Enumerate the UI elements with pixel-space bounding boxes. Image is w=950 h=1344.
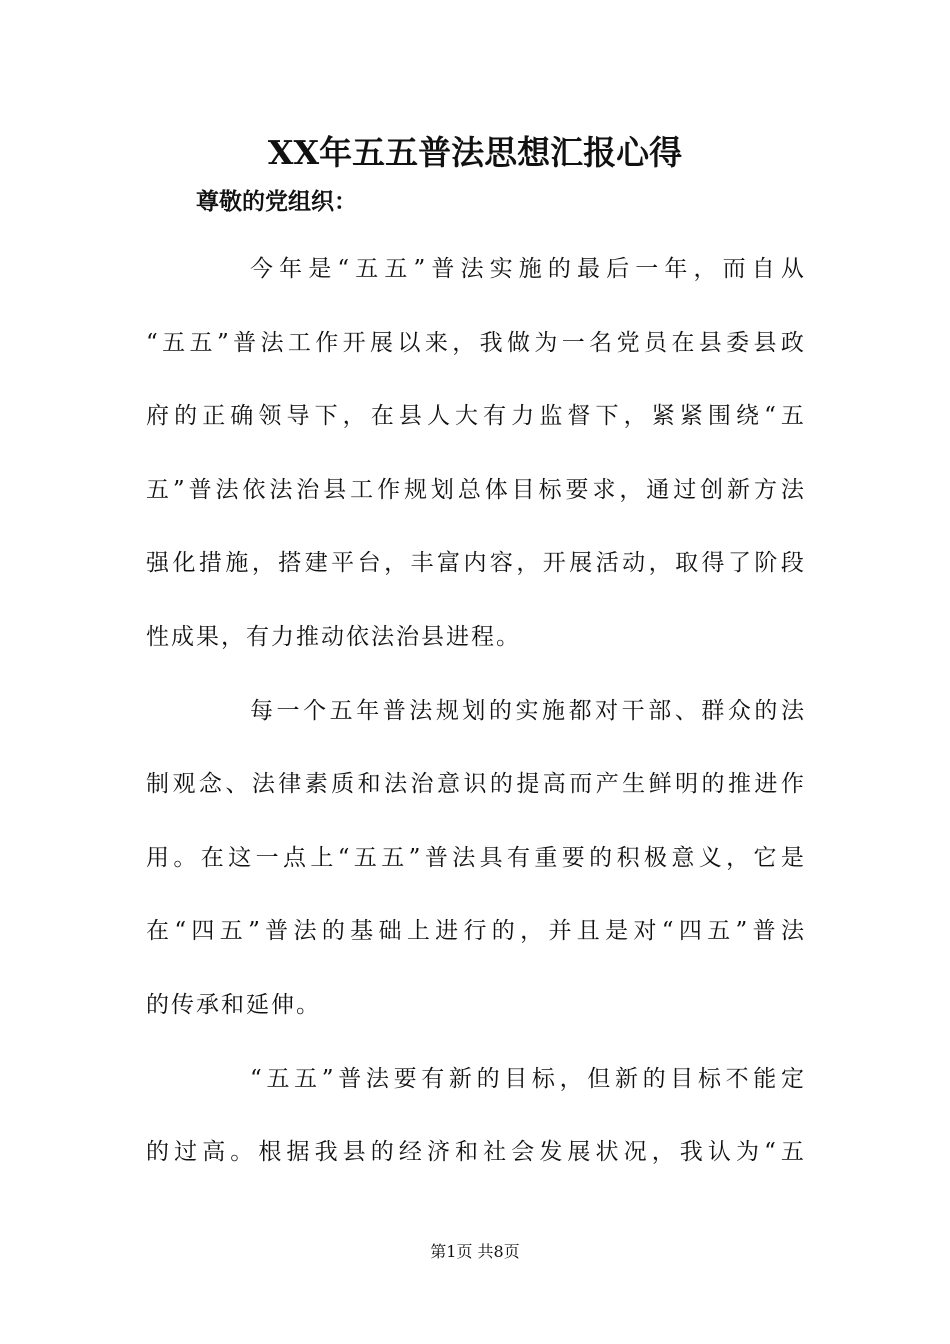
text-line: 性成果，有力推动依法治县进程。 bbox=[146, 623, 521, 650]
text-line: 的传承和延伸。 bbox=[146, 991, 321, 1018]
text-line: 用 。 在 这 一 点 上 “ 五 五 ” 普 法 具 有 重 要 的 积 极 意 义 ， 它 是 bbox=[146, 844, 804, 871]
document-body bbox=[146, 244, 804, 1201]
page-number-footer: 第1页 共8页 bbox=[430, 1242, 520, 1261]
salutation: 尊敬的党组织： bbox=[196, 188, 357, 215]
text-line: 五 ” 普 法 依 法 治 县 工 作 规 划 总 体 目 标 要 求 ， 通 过 创 新 方 法 bbox=[146, 476, 804, 503]
paragraph-1 bbox=[146, 244, 804, 686]
text-line: 每 一 个 五 年 普 法 规 划 的 实 施 都 对 干 部 、 群 众 的 法 bbox=[250, 697, 804, 724]
text-line: 在 “ 四 五 ” 普 法 的 基 础 上 进 行 的 ， 并 且 是 对 “ 四 五 ” 普 法 bbox=[146, 918, 804, 945]
text-line: “ 五 五 ” 普 法 要 有 新 的 目 标 ， 但 新 的 目 标 不 能 定 bbox=[250, 1065, 804, 1092]
text-line: 强 化 措 施 ， 搭 建 平 台 ， 丰 富 内 容 ， 开 展 活 动 ， 取 得 了 阶 段 bbox=[146, 550, 804, 577]
paragraph-3 bbox=[146, 1054, 804, 1201]
text-line: 府 的 正 确 领 导 下 ， 在 县 人 大 有 力 监 督 下 ， 紧 紧 围 绕 “ 五 bbox=[146, 403, 804, 430]
document-title: XX年五五普法思想汇报心得 bbox=[267, 133, 683, 172]
text-line: 今 年 是 “ 五 五 ” 普 法 实 施 的 最 后 一 年 ， 而 自 从 bbox=[250, 256, 804, 282]
text-line: 的 过 高 。 根 据 我 县 的 经 济 和 社 会 发 展 状 况 ， 我 认 为 “ 五 bbox=[146, 1139, 804, 1166]
text-line: 制 观 念 、 法 律 素 质 和 法 治 意 识 的 提 高 而 产 生 鲜 明 的 推 进 作 bbox=[146, 771, 804, 798]
paragraph-2 bbox=[146, 686, 804, 1054]
text-line: “ 五 五 ” 普 法 工 作 开 展 以 来 ， 我 做 为 一 名 党 员 在 县 委 县 政 bbox=[146, 329, 804, 356]
